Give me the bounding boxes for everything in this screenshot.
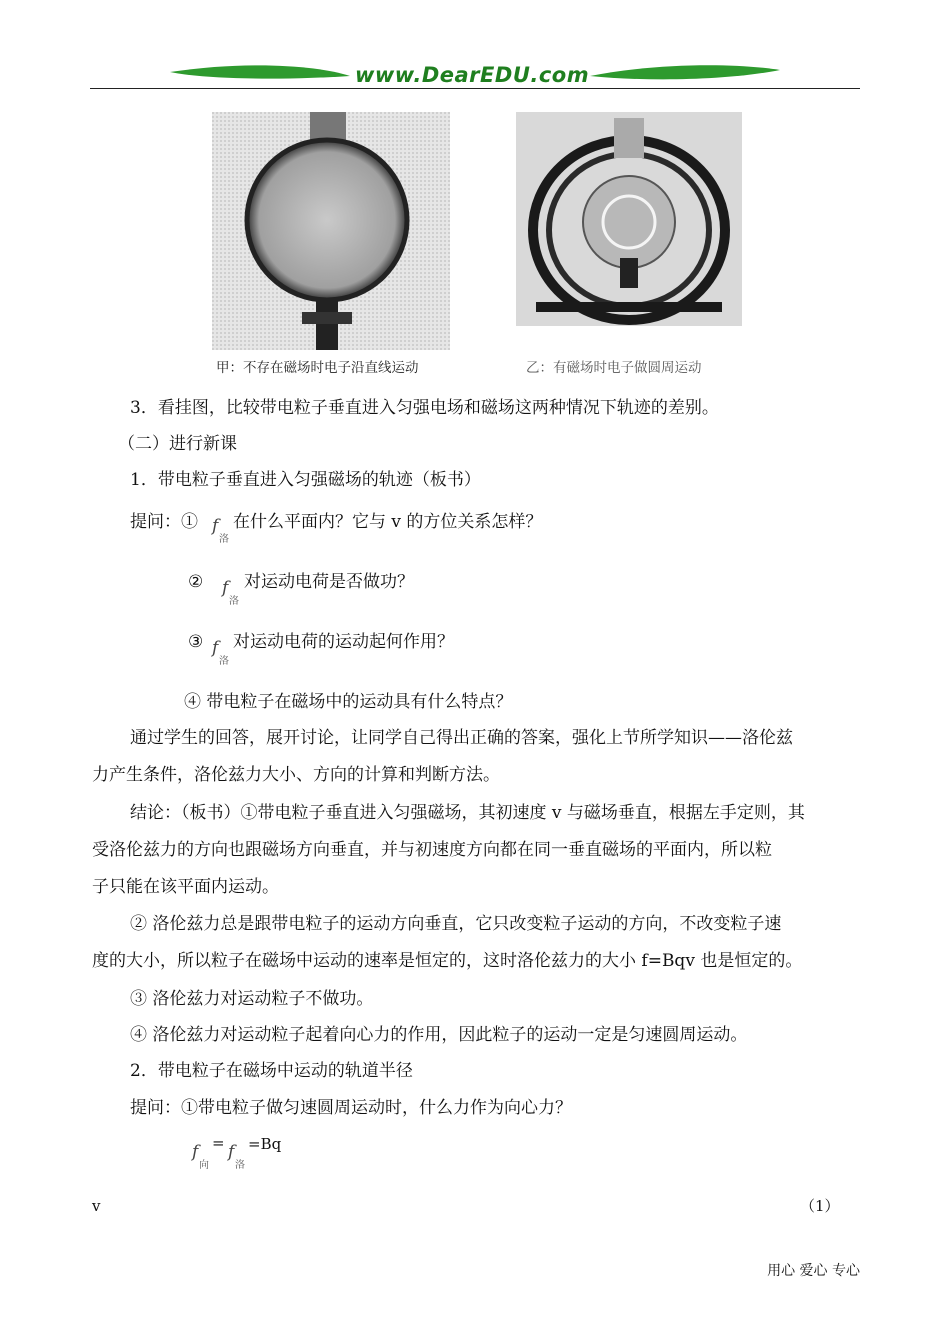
heading-trajectory: 1．带电粒子垂直进入匀强磁场的轨迹（板书） [130,470,481,490]
equation-number: （1） [800,1197,840,1215]
right-leaf-swoosh [590,65,780,79]
formula-v: v [92,1197,101,1215]
step-3-text: 3．看挂图，比较带电粒子垂直进入匀强电场和磁场这两种情况下轨迹的差别。 [130,398,719,418]
footer-motto: 用心 爱心 专心 [767,1263,860,1279]
site-url: www.DearEDU.com [355,63,590,87]
conclusion-3: ③ 洛伦兹力对运动粒子不做功。 [130,989,374,1009]
question-2-text: 对运动电荷是否做功？ [244,572,414,592]
force-symbol-f: f [222,578,229,598]
subscript-luo: 洛 [229,596,239,607]
header-divider [90,88,860,89]
paragraph-discussion-2: 力产生条件，洛伦兹力大小、方向的计算和判断方法。 [92,765,500,785]
force-symbol-f: f [212,638,219,658]
question-3-text: 对运动电荷的运动起何作用？ [233,632,454,652]
question-1-text: 在什么平面内？它与 v 的方位关系怎样？ [233,512,543,532]
subscript-xiang: 向 [199,1160,209,1171]
question-3-num: ③ [188,632,204,652]
photo-with-magnetic-field [516,112,742,326]
left-figure-caption: 甲：不存在磁场时电子沿直线运动 [216,360,419,376]
subscript-luo: 洛 [235,1160,245,1171]
conclusion-1c: 子只能在该平面内运动。 [92,877,279,897]
question-4-text: ④ 带电粒子在磁场中的运动具有什么特点？ [184,692,513,712]
subscript-luo: 洛 [219,656,229,667]
conclusion-2b: 度的大小，所以粒子在磁场中运动的速率是恒定的，这时洛伦兹力的大小 f=Bqv 也是恒定的。 [92,951,803,971]
formula-bq: =Bq [248,1135,282,1153]
conclusion-2a: ② 洛伦兹力总是跟带电粒子的运动方向垂直，它只改变粒子运动的方向，不改变粒子速 [130,914,782,934]
paragraph-discussion-1: 通过学生的回答，展开讨论，让同学自己得出正确的答案，强化上节所学知识——洛伦兹 [130,728,793,748]
question-5-text: 提问：①带电粒子做匀速圆周运动时，什么力作为向心力？ [130,1098,572,1118]
subscript-luo: 洛 [219,534,229,545]
section-new-lesson: （二）进行新课 [118,434,237,454]
conclusion-1a: 结论：（板书）①带电粒子垂直进入匀强磁场，其初速度 v 与磁场垂直，根据左手定则，其 [130,803,805,823]
force-symbol-f: f [228,1142,235,1162]
left-leaf-swoosh [170,65,350,78]
right-figure-caption: 乙：有磁场时电子做圆周运动 [526,360,702,376]
heading-orbit-radius: 2．带电粒子在磁场中运动的轨道半径 [130,1061,413,1081]
force-symbol-f: f [192,1142,199,1162]
question-1-prefix: 提问：① [130,512,198,532]
question-2-num: ② [188,572,204,592]
photo-no-magnetic-field [212,112,450,350]
conclusion-1b: 受洛伦兹力的方向也跟磁场方向垂直，并与初速度方向都在同一垂直磁场的平面内，所以粒 [92,840,772,860]
equals-sign: = [212,1134,225,1152]
force-symbol-f: f [212,516,219,536]
conclusion-4: ④ 洛伦兹力对运动粒子起着向心力的作用，因此粒子的运动一定是匀速圆周运动。 [130,1025,748,1045]
